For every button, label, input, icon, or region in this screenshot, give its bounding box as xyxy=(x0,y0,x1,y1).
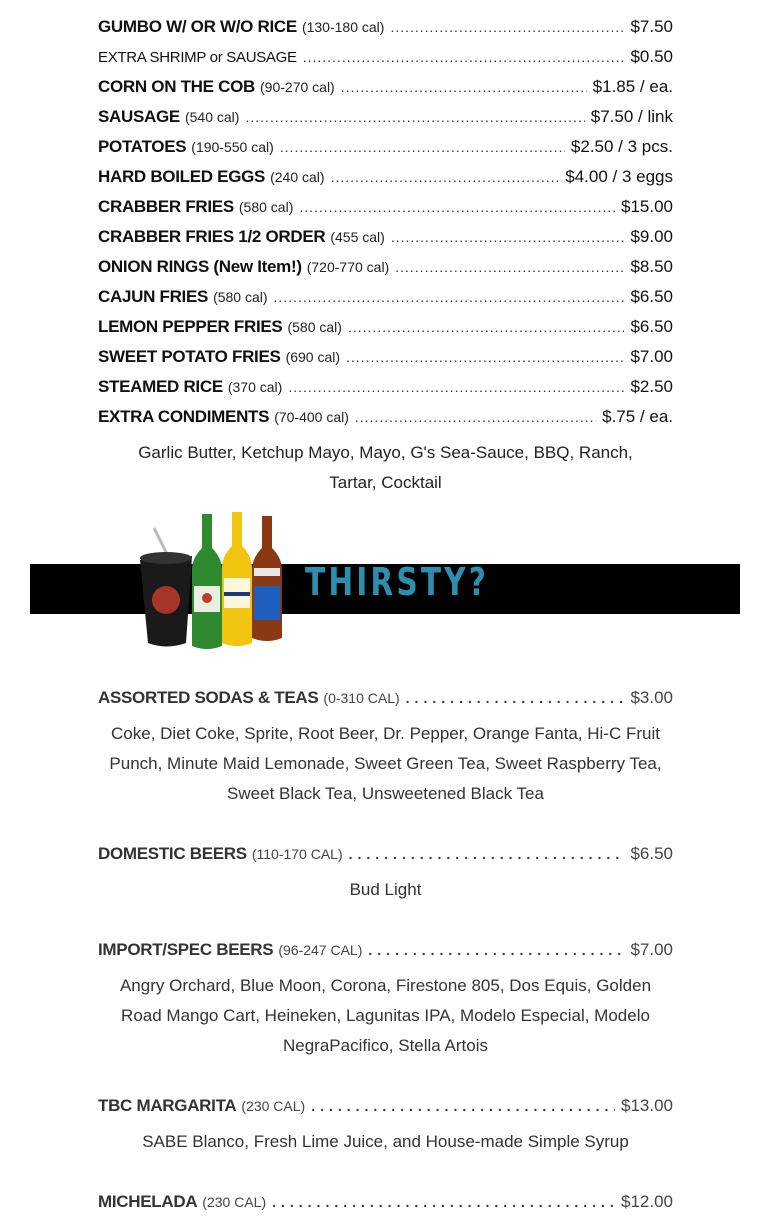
item-name: SAUSAGE xyxy=(98,107,180,126)
dot-leader xyxy=(406,683,625,713)
menu-item-row xyxy=(98,222,673,252)
menu-item-row xyxy=(98,72,673,102)
item-price: $3.00 xyxy=(630,688,673,707)
item-calories: (540 cal) xyxy=(184,109,240,125)
dot-leader xyxy=(346,342,624,372)
item-calories: (455 cal) xyxy=(330,229,385,245)
dot-leader xyxy=(303,42,625,72)
drink-description: SABE Blanco, Fresh Lime Juice, and House-made Simple Syrup xyxy=(142,1132,629,1151)
menu-item-row xyxy=(98,252,673,282)
menu-item-row xyxy=(98,342,673,372)
dot-leader xyxy=(355,402,596,432)
dot-leader xyxy=(299,192,615,222)
menu-item-row xyxy=(98,312,673,342)
drink-description: Coke, Diet Coke, Sprite, Root Beer, Dr. Pepper, Orange Fanta, Hi-C Fruit Punch, Minute Maid Lemonade, Sweet Green Tea, Sweet Raspberry Tea, Sweet Black Tea, Unsweetened Black Tea xyxy=(109,724,662,803)
dot-leader xyxy=(331,162,560,192)
menu-item-row xyxy=(98,1091,673,1121)
item-price: $6.50 xyxy=(630,287,673,306)
item-name: SWEET POTATO FRIES xyxy=(98,347,281,366)
item-name: CRABBER FRIES 1/2 ORDER xyxy=(98,227,326,246)
dot-leader xyxy=(280,132,565,162)
menu-item-row xyxy=(98,102,673,132)
item-price: $2.50 / 3 pcs. xyxy=(570,137,673,156)
item-calories: (230 CAL) xyxy=(202,1194,267,1210)
item-price: $13.00 xyxy=(621,1096,673,1115)
menu-item-row xyxy=(98,1187,673,1217)
item-name: TBC MARGARITA xyxy=(98,1096,237,1115)
spacer xyxy=(98,905,673,935)
item-name: ASSORTED SODAS & TEAS xyxy=(98,688,319,707)
item-calories: (96-247 CAL) xyxy=(278,942,363,958)
menu-item-row xyxy=(98,282,673,312)
item-price: $0.50 xyxy=(630,47,673,66)
heineken-bottle-icon xyxy=(192,514,222,649)
menu-item-row xyxy=(98,935,673,965)
drink-group xyxy=(98,839,673,905)
item-name: CORN ON THE COB xyxy=(98,77,256,96)
item-price: $7.50 xyxy=(630,17,673,36)
corona-bottle-icon xyxy=(222,512,252,646)
item-calories: (370 cal) xyxy=(227,379,283,395)
sides-list xyxy=(98,12,673,432)
item-calories: (240 cal) xyxy=(270,169,325,185)
item-calories: (720-770 cal) xyxy=(306,259,390,275)
dot-leader xyxy=(390,12,624,42)
item-calories: (90-270 cal) xyxy=(260,79,335,95)
item-calories: (190-550 cal) xyxy=(191,139,274,155)
condiments-description: Garlic Butter, Ketchup Mayo, Mayo, G's Sea-Sauce, BBQ, Ranch, Tartar, Cocktail xyxy=(138,443,633,492)
item-price: $4.00 / 3 eggs xyxy=(565,167,673,186)
drink-group xyxy=(98,683,673,809)
item-price: $7.00 xyxy=(630,940,673,959)
item-name: POTATOES xyxy=(98,137,187,156)
dot-leader xyxy=(274,282,625,312)
dot-leader xyxy=(395,252,624,282)
menu-item-row xyxy=(98,192,673,222)
menu-item-row xyxy=(98,372,673,402)
banner-title: THIRSTY? xyxy=(305,560,490,604)
item-calories: (0-310 CAL) xyxy=(323,690,400,706)
dot-leader xyxy=(349,839,625,869)
dot-leader xyxy=(348,312,625,342)
item-calories: (580 cal) xyxy=(213,289,268,305)
item-calories: (580 cal) xyxy=(238,199,294,215)
item-price: $.75 / ea. xyxy=(602,407,673,426)
item-name: GUMBO W/ OR W/O RICE xyxy=(98,17,297,36)
item-name: CAJUN FRIES xyxy=(98,287,209,306)
item-price: $8.50 xyxy=(630,257,673,276)
item-price: $7.00 xyxy=(630,347,673,366)
item-name: IMPORT/SPEC BEERS xyxy=(98,940,274,959)
item-calories: (690 cal) xyxy=(285,349,341,365)
drink-group xyxy=(98,935,673,1061)
item-name: EXTRA CONDIMENTS xyxy=(98,407,270,426)
dot-leader xyxy=(311,1091,615,1121)
menu-item-row xyxy=(98,839,673,869)
dot-leader xyxy=(368,935,624,965)
item-name: DOMESTIC BEERS xyxy=(98,844,247,863)
spacer xyxy=(98,1061,673,1091)
item-price: $9.00 xyxy=(630,227,673,246)
item-calories: (130-180 cal) xyxy=(301,19,385,35)
dot-leader xyxy=(288,372,624,402)
spacer xyxy=(98,1157,673,1187)
cup-icon xyxy=(140,528,192,647)
menu-item-row xyxy=(98,42,673,72)
drink-group xyxy=(98,1187,673,1217)
menu-item-row xyxy=(98,162,673,192)
item-price: $2.50 xyxy=(630,377,673,396)
item-price: $7.50 / link xyxy=(590,107,673,126)
menu-item-row xyxy=(98,683,673,713)
drinks-graphic xyxy=(140,508,290,653)
drinks-list xyxy=(98,683,673,1217)
dot-leader xyxy=(272,1187,615,1217)
sides-menu xyxy=(98,12,673,498)
item-price: $6.50 xyxy=(630,844,673,863)
spacer xyxy=(98,809,673,839)
drinks-menu xyxy=(98,683,673,1217)
drink-group xyxy=(98,1091,673,1157)
item-calories: (110-170 CAL) xyxy=(251,846,343,862)
item-price: $6.50 xyxy=(630,317,673,336)
drink-description: Angry Orchard, Blue Moon, Corona, Firestone 805, Dos Equis, Golden Road Mango Cart, Heineken, Lagunitas IPA, Modelo Especial, Modelo NegraPacifico, Stella Artois xyxy=(119,976,652,1055)
item-name: ONION RINGS (New Item!) xyxy=(98,257,302,276)
bud-light-bottle-icon xyxy=(252,516,282,641)
item-name: LEMON PEPPER FRIES xyxy=(98,317,283,336)
drink-description: Bud Light xyxy=(349,880,422,899)
item-calories: (230 CAL) xyxy=(241,1098,306,1114)
menu-item-row xyxy=(98,402,673,432)
menu-item-row xyxy=(98,12,673,42)
dot-leader xyxy=(341,72,587,102)
item-name: CRABBER FRIES xyxy=(98,197,234,216)
item-price: $1.85 / ea. xyxy=(592,77,673,96)
item-price: $15.00 xyxy=(621,197,673,216)
item-calories: (70-400 cal) xyxy=(274,409,349,425)
item-name: HARD BOILED EGGS xyxy=(98,167,266,186)
dot-leader xyxy=(245,102,584,132)
item-name: EXTRA SHRIMP or SAUSAGE xyxy=(98,49,297,66)
item-name: MICHELADA xyxy=(98,1192,198,1211)
dot-leader xyxy=(391,222,625,252)
item-calories: (580 cal) xyxy=(287,319,342,335)
item-price: $12.00 xyxy=(621,1192,673,1211)
menu-item-row xyxy=(98,132,673,162)
item-name: STEAMED RICE xyxy=(98,377,223,396)
